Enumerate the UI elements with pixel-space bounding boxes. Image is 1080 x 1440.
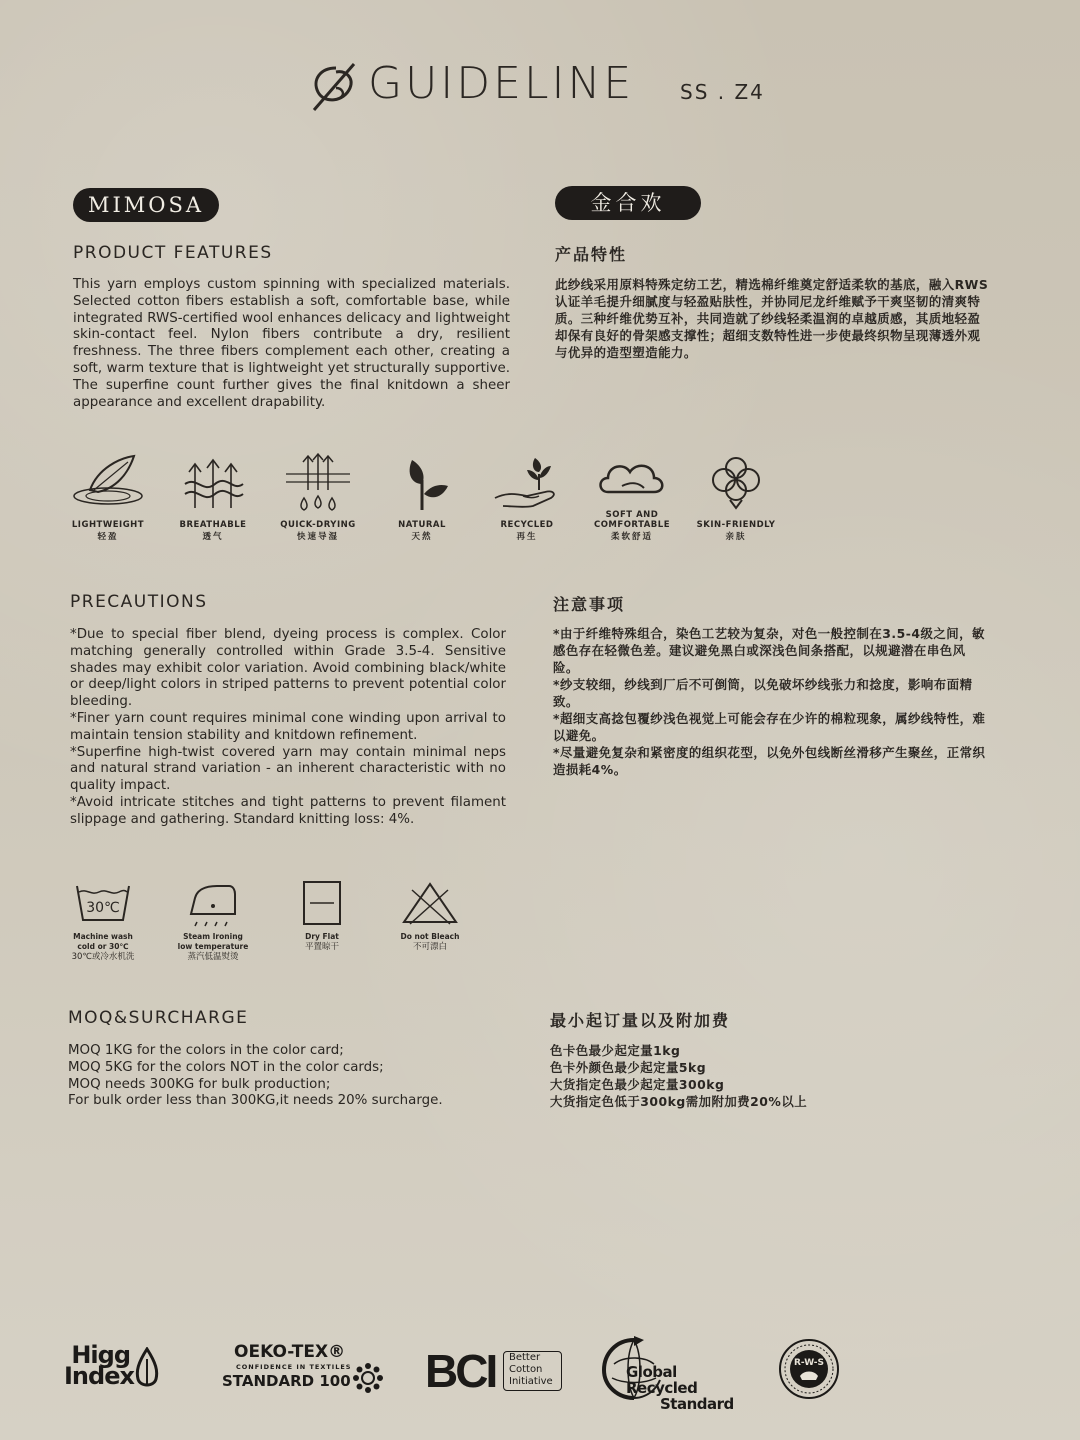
feature-label-en: COMFORTABLE [593, 520, 671, 530]
wash-temperature: 30℃ [86, 900, 120, 916]
feather-icon [68, 450, 148, 516]
brand-logo [306, 58, 366, 114]
feature-label-zh: 轻盈 [97, 532, 119, 542]
care-label-zh: 蒸汽低温熨烫 [187, 952, 239, 962]
care-label-zh: 平置晾干 [304, 942, 339, 952]
care-machine-wash [48, 880, 158, 963]
feature-label-zh: 透气 [202, 532, 224, 542]
leaf-drop-icon [134, 1347, 160, 1391]
no-bleach-icon [400, 880, 460, 928]
moq-line: 大货指定色低于300kg需加附加费20%以上 [550, 1094, 808, 1109]
precaution-item: *纱支较细，纱线到厂后不可倒筒，以免破坏纱线张力和捻度，影响布面精致。 [553, 677, 973, 709]
feature-soft-comfortable [582, 450, 682, 542]
feature-label-en: QUICK-DRYING [280, 520, 356, 530]
feature-label-zh: 天然 [411, 532, 433, 542]
precaution-item: *Superfine high-twist covered yarn may contain minimal neps and natural strand variation - an inherent characteristic with no quality impact. [70, 744, 506, 794]
grs-line-2: Standard [660, 1395, 734, 1413]
precaution-item: *尽量避免复杂和紧密度的组织花型，以免外包线断丝滑移产生聚丝，正常织造损耗4%。 [553, 745, 986, 777]
grs-line-1: Global Recycled [626, 1363, 698, 1397]
moq-line: For bulk order less than 300KG,it needs 20% surcharge. [68, 1093, 443, 1109]
steam-iron-icon [183, 880, 243, 928]
care-label-en: cold or 30℃ [77, 942, 129, 951]
feature-natural [372, 450, 472, 542]
precautions-title-en: PRECAUTIONS [70, 592, 208, 612]
features-title-en: PRODUCT FEATURES [73, 243, 273, 263]
care-label-en: Dry Flat [305, 932, 339, 941]
oeko-tex-standard: STANDARD 100 [222, 1372, 351, 1390]
feature-label-zh: 再生 [516, 532, 538, 542]
moq-line: 色卡色最少起定量1kg [550, 1043, 681, 1058]
product-name-zh: 金合欢 [555, 186, 701, 220]
care-label-zh: 30℃或冷水机洗 [71, 952, 135, 962]
moq-line: MOQ 5KG for the colors NOT in the color cards; [68, 1059, 384, 1075]
moq-lines-zh [550, 1042, 950, 1110]
features-text-zh: 此纱线采用原料特殊定纺工艺，精选棉纤维奠定舒适柔软的基底，融入RWS认证羊毛提升细腻度与轻盈贴肤性，并协同尼龙纤维赋予干爽坚韧的清爽特质。三种纤维优势互补，共同造就了纱线轻柔温润的卓越质感，其质地轻盈却保有良好的骨架感支撑性；超细支数特性进一步使最终织物呈现薄透外观与优异的造型塑造能力。 [555, 277, 989, 360]
rws-text: R-W-S [793, 1358, 825, 1368]
bci-line: Initiative [509, 1376, 553, 1387]
feature-recycled [477, 450, 577, 542]
moq-line: 大货指定色最少起定量300kg [550, 1077, 725, 1092]
features-text-en: This yarn employs custom spinning with specialized materials. Selected cotton fibers establish a soft, comfortable base, while integrated RWS-certified wool enhances delicacy and lightweight skin-contact feel. Nylon fibers contribute a dry, resilient freshness. The three fibers complement each other, creating a soft, warm texture that is lightweight yet structurally supportive. The superfine count further gives the final knitdown a sheer appearance and excellent drapability. [73, 277, 510, 410]
feature-skin-friendly [686, 450, 786, 542]
care-dry-flat [267, 880, 377, 953]
precaution-item: *Due to special fiber blend, dyeing process is complex. Color matching generally controlled within Grade 3.5-4. Sensitive shades may exhibit color variation. Avoid combining black/white or deep/light colors in striped patterns to prevent potential color bleeding. [70, 627, 506, 710]
precaution-item: *超细支高捻包覆纱浅色视觉上可能会存在少许的棉粒现象，属纱线特性，难以避免。 [553, 711, 986, 743]
feature-breathable [163, 450, 263, 542]
care-steam-iron [158, 880, 268, 963]
feature-quick-drying [268, 450, 368, 542]
feature-label-en: RECYCLED [500, 520, 554, 530]
care-label-en: Steam Ironing [183, 932, 243, 941]
bci-text: BCI [425, 1345, 496, 1397]
moq-line: 色卡外颜色最少起定量5kg [550, 1060, 707, 1075]
product-name-en: MIMOSA [73, 188, 219, 222]
oeko-tex-tagline: CONFIDENCE IN TEXTILES [236, 1363, 352, 1371]
precautions-text-zh [553, 625, 990, 778]
rws-seal-icon [778, 1338, 840, 1400]
care-label-zh: 不可漂白 [412, 942, 447, 952]
precaution-item: *由于纤维特殊组合，染色工艺较为复杂，对色一般控制在3.5-4级之间，敏感色存在轻微色差。建议避免黑白或深浅色间条搭配，以规避潜在串色风险。 [553, 626, 985, 675]
oeko-tex-title: OEKO-TEX® [234, 1342, 346, 1362]
precaution-item: *Finer yarn count requires minimal cone winding upon arrival to maintain tension stability and knitdown refinement. [70, 710, 506, 743]
feature-lightweight [58, 450, 158, 542]
care-no-bleach [375, 880, 485, 953]
wash-30-icon [73, 880, 133, 928]
feature-label-en: BREATHABLE [179, 520, 247, 530]
brand-mark-icon [306, 58, 366, 114]
rws-logo [778, 1338, 840, 1400]
care-label-en: low temperature [177, 942, 249, 951]
oeko-tex-logo [220, 1342, 390, 1398]
care-label-en: Machine wash [73, 932, 133, 941]
index-text: Index [64, 1362, 134, 1390]
care-label-en: Do not Bleach [400, 932, 460, 941]
higg-index-logo [64, 1341, 164, 1395]
hand-plant-icon [487, 450, 567, 516]
brand-name: GUIDELINE [368, 58, 635, 109]
feature-label-zh: 快速导湿 [296, 532, 339, 542]
feature-label-en: SOFT AND [605, 510, 659, 520]
feature-label-en: NATURAL [398, 520, 446, 530]
grs-logo [600, 1334, 750, 1413]
moq-line: MOQ 1KG for the colors in the color card; [68, 1043, 344, 1058]
dry-flat-icon [292, 880, 352, 928]
cotton-icon [696, 450, 776, 516]
feature-label-zh: 柔软舒适 [610, 532, 653, 542]
higg-text: Higg [71, 1341, 130, 1369]
features-title-zh: 产品特性 [555, 245, 628, 264]
moq-lines-en [68, 1043, 508, 1110]
moq-title-en: MOQ&SURCHARGE [68, 1008, 249, 1028]
bci-tagline-box [503, 1351, 562, 1391]
feature-label-en: LIGHTWEIGHT [71, 520, 145, 530]
bci-logo [425, 1345, 561, 1397]
quick-drying-icon [278, 450, 358, 516]
precautions-title-zh: 注意事项 [553, 595, 626, 614]
feature-label-en: SKIN-FRIENDLY [696, 520, 776, 530]
feature-label-zh: 亲肤 [725, 532, 747, 542]
precaution-item: *Avoid intricate stitches and tight patterns to prevent filament slippage and gathering. Standard knitting loss: 4%. [70, 794, 506, 827]
moq-title-zh: 最小起订量以及附加费 [550, 1011, 731, 1030]
moq-line: MOQ needs 300KG for bulk production; [68, 1076, 331, 1092]
sprout-icon [382, 450, 462, 516]
bci-line: Better [509, 1352, 541, 1363]
bci-line: Cotton [509, 1364, 543, 1375]
season-code: SS . Z4 [680, 80, 765, 104]
breathable-icon [173, 450, 253, 516]
flower-badge-icon [352, 1362, 384, 1394]
cloud-icon [592, 450, 672, 506]
precautions-text-en [70, 627, 506, 829]
